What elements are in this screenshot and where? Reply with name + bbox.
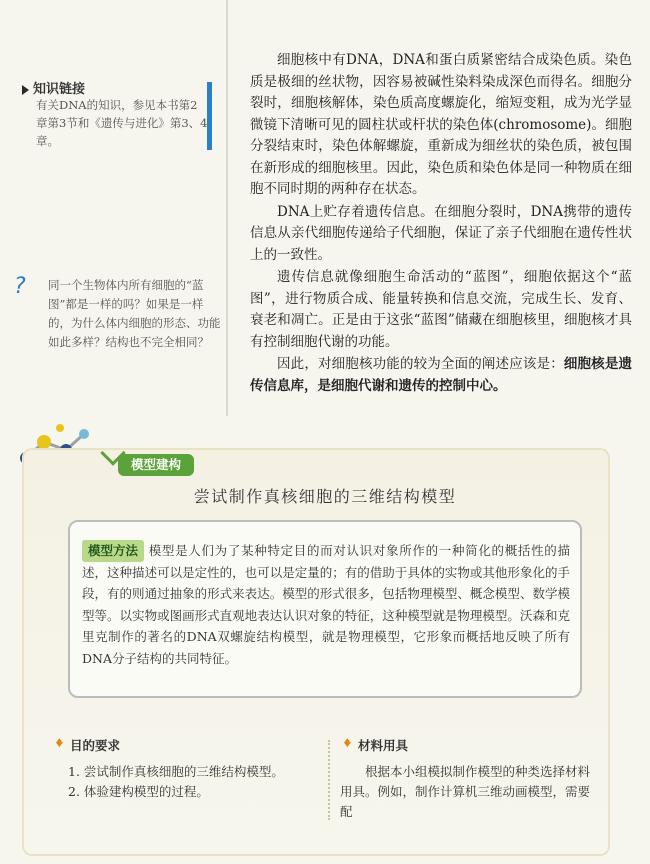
purpose-heading (52, 736, 312, 754)
question-mark-icon: ? (14, 274, 26, 299)
paragraph-chromatin: 细胞核中有DNA，DNA和蛋白质紧密结合成染色质。染色质是极细的丝状物，因容易被碱性染料染成深色而得名。细胞分裂时，细胞核解体，染色质高度螺旋化，缩短变粗，成为光学显微镜下清晰可见的圆柱状或杆状的染色体(chromosome)。细胞分裂结束时，染色体解螺旋，重新成为细丝状的染色质，被包围在新形成的细胞核里。因此，染色质和染色体是同一种物质在细胞不同时期的两种存在状态。 (250, 52, 632, 197)
question-text: 同一个生物体内所有细胞的“蓝图”都是一样的吗？如果是一样的，为什么体内细胞的形态、功能如此多样？结构也不完全相同？ (48, 278, 221, 349)
model-method-body: 模型是人们为了某种特定目的而对认识对象所作的一种简化的概括性的描述，这种描述可以是定性的，也可以是定量的；有的借助于具体的实物或其他形象化的手段，有的则通过抽象的形式来表达。模型的形式很多，包括物理模型、概念模型、数学模型等。以实物或图画形式直观地表达认识对象的特征，这种模型就是物理模型。沃森和克里克制作的著名的DNA双螺旋结构模型，就是物理模型，它形象而概括地反映了所有DNA分子结构的共同特征。 (82, 543, 570, 666)
column-divider (226, 0, 228, 416)
model-method-tag: 模型方法 (82, 540, 144, 562)
drop-bullet-icon: ♦ (342, 736, 353, 750)
knowledge-link-title: 知识链接 (33, 82, 86, 97)
triangle-bullet-icon (22, 85, 29, 95)
purpose-item: 1. 尝试制作真核细胞的三维结构模型。 (68, 764, 284, 779)
column-separator (328, 740, 330, 820)
purpose-item: 2. 体验建构模型的过程。 (68, 784, 209, 799)
materials-heading (340, 736, 592, 754)
drop-bullet-icon: ♦ (54, 736, 65, 750)
knowledge-link-bar (207, 82, 212, 150)
main-body-text (250, 50, 632, 398)
conclusion-bold: 细胞核是遗传信息库，是细胞代谢和遗传的控制中心。 (250, 356, 632, 394)
purpose-list (52, 762, 312, 802)
conclusion-lead: 因此，对细胞核功能的较为全面的阐述应该是： (277, 356, 564, 372)
materials-text: 根据本小组模拟制作模型的种类选择材料用具。例如，制作计算机三维动画模型，需要配 (340, 764, 591, 819)
materials-section (340, 736, 592, 822)
materials-title: 材料用具 (358, 738, 409, 753)
model-construction-tag: 模型建构 (118, 454, 194, 476)
knowledge-link-text: 有关DNA的知识，参见本书第2章第3节和《遗传与进化》第3、4章。 (36, 98, 208, 148)
paragraph-dna-info: DNA上贮存着遗传信息。在细胞分裂时，DNA携带的遗传信息从亲代细胞传递给子代细胞，保证了亲子代细胞在遗传性状上的一致性。 (250, 203, 632, 263)
paragraph-blueprint: 遗传信息就像细胞生命活动的“蓝图”，细胞依据这个“蓝图”，进行物质合成、能量转换和信息交流，完成生长、发育、衰老和凋亡。正是由于这张“蓝图”储藏在细胞核里，细胞核才具有控制细胞代谢的功能。 (250, 269, 632, 350)
purpose-title: 目的要求 (70, 738, 121, 753)
model-activity-title: 尝试制作真核细胞的三维结构模型 (193, 487, 457, 506)
knowledge-link-heading (22, 78, 85, 97)
purpose-section (52, 736, 312, 802)
paragraph-conclusion (250, 354, 632, 397)
model-method-text (82, 540, 570, 669)
knowledge-link-box (22, 78, 212, 150)
